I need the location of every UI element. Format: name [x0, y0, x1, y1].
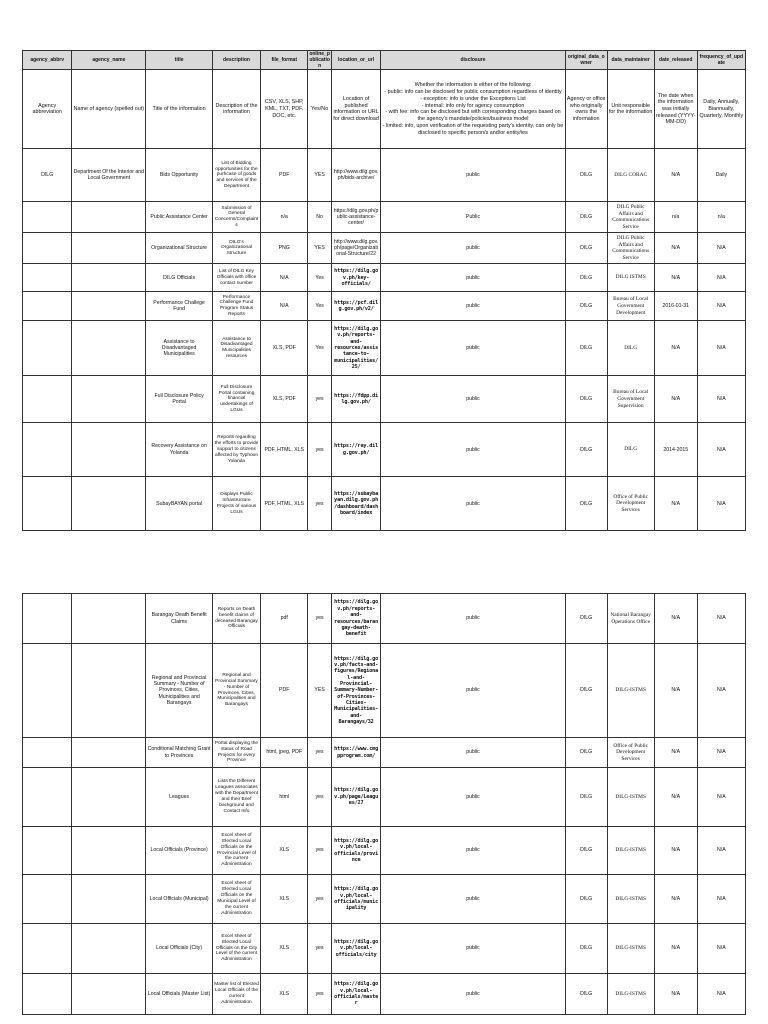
data-owner-cell: DILG [565, 376, 607, 423]
file-format-cell: html [261, 768, 308, 827]
agency-abbrv-cell [23, 321, 72, 376]
frequency-cell: N/A [697, 423, 745, 477]
agency-name-cell [72, 768, 146, 827]
disclosure-cell: public [381, 738, 566, 768]
frequency-cell: N/A [697, 292, 745, 321]
title-cell: DILG Officials [146, 264, 213, 292]
foi-inventory-table-top [22, 50, 746, 531]
data-owner-cell: DILG [565, 644, 607, 738]
date-released-cell: N/A [654, 644, 697, 738]
desc-file-format: CSV, XLS, SHP, KML, TXT, PDF, DOC, etc. [261, 70, 308, 149]
data-owner-cell: DILG [565, 768, 607, 827]
description-cell: DILG's Organizational Structure [212, 233, 260, 264]
data-maintainer-cell: DILG-ISTMS [607, 974, 654, 1015]
online-publication-cell: No [308, 202, 332, 233]
data-owner-cell: DILG [565, 149, 607, 202]
online-publication-cell: yes [308, 594, 332, 644]
frequency-cell: N/A [697, 768, 745, 827]
table-row [23, 924, 746, 974]
file-format-cell: N/A [261, 292, 308, 321]
date-released-cell: N/A [654, 738, 697, 768]
description-cell: Portal displaying the status of Road Projects for every Province [212, 738, 260, 768]
data-maintainer-cell: DILG-ISTMS [607, 924, 654, 974]
data-maintainer-cell: DILG [607, 321, 654, 376]
url-cell[interactable]: https://dilg.gov.ph/reports-and-resources/barangay-death-benefit [331, 594, 380, 644]
agency-name-cell [72, 594, 146, 644]
url-cell[interactable]: https://subaybayan.dilg.gov.ph/dashboard/dashboard/index [331, 477, 380, 531]
description-cell: Excel sheet of Elected Local Officials on the Municipal Level of the current Administration [212, 875, 260, 924]
description-cell: List of Bidding opportunities for the purhcase of goods and services of the Department [212, 149, 260, 202]
desc-location-or-url: Location of published information or URL for direct download [331, 70, 380, 149]
title-cell: Organizational Structure [146, 233, 213, 264]
file-format-cell: PDF [261, 644, 308, 738]
url-cell[interactable]: https://dilg.gov.ph/key-officials/ [331, 264, 380, 292]
header-row [23, 51, 746, 70]
column-header-disclosure: disclosure [381, 51, 566, 70]
data-maintainer-cell: Office of Public Development Services [607, 477, 654, 531]
file-format-cell: XLS [261, 875, 308, 924]
frequency-cell: N/A [697, 644, 745, 738]
data-maintainer-cell: DILG Public Affairs and Communications Service [607, 233, 654, 264]
table-row [23, 875, 746, 924]
table-row [23, 264, 746, 292]
agency-name-cell [72, 376, 146, 423]
date-released-cell: N/A [654, 149, 697, 202]
column-header-frequency-of-update: frequency_of_update [697, 51, 745, 70]
disclosure-cell: public [381, 477, 566, 531]
agency-abbrv-cell [23, 875, 72, 924]
table-row [23, 477, 746, 531]
url-cell[interactable]: https://dilg.gov.ph/local-officials/master [331, 974, 380, 1015]
data-owner-cell: DILG [565, 974, 607, 1015]
online-publication-cell: yes [308, 738, 332, 768]
column-header-data-maintainer: data_maintainer [607, 51, 654, 70]
date-released-cell: N/A [654, 376, 697, 423]
frequency-cell: N/A [697, 738, 745, 768]
agency-abbrv-cell [23, 292, 72, 321]
description-cell: Lists the Different Leagues associates with the Department and their Brief background and Contact Info [212, 768, 260, 827]
disclosure-line: - public: info can be disclosed for public consumption regardless of identity [384, 89, 562, 96]
url-cell[interactable]: https://ray.dilg.gov.ph/ [331, 423, 380, 477]
agency-name-cell [72, 738, 146, 768]
title-cell: Leagues [146, 768, 213, 827]
title-cell: Assistance to Disadvantaged Municipalities [146, 321, 213, 376]
online-publication-cell: yes [308, 875, 332, 924]
file-format-cell: n/a [261, 202, 308, 233]
title-cell: Public Assistance Center [146, 202, 213, 233]
disclosure-cell: public [381, 149, 566, 202]
agency-abbrv-cell [23, 233, 72, 264]
url-cell[interactable]: http://www.dilg.gov.ph/bids-archive/ [331, 149, 380, 202]
date-released-cell: N/A [654, 827, 697, 875]
file-format-cell: PNG [261, 233, 308, 264]
disclosure-cell: public [381, 233, 566, 264]
url-cell[interactable]: https://dilg.gov.ph/local-officials/municipality [331, 875, 380, 924]
table-row [23, 292, 746, 321]
frequency-cell: N/A [697, 264, 745, 292]
url-cell[interactable]: http://www.dilg.gov.ph/page/Organizational-Structure/22 [331, 233, 380, 264]
data-owner-cell: DILG [565, 423, 607, 477]
agency-abbrv-cell [23, 477, 72, 531]
frequency-cell: N/A [697, 974, 745, 1015]
disclosure-cell: public [381, 264, 566, 292]
online-publication-cell: yes [308, 477, 332, 531]
agency-name-cell [72, 321, 146, 376]
title-cell: SubayBAYAN portal [146, 477, 213, 531]
online-publication-cell: yes [308, 924, 332, 974]
data-owner-cell: DILG [565, 233, 607, 264]
disclosure-cell: public [381, 827, 566, 875]
description-cell: Excel sheet of Elected Local Officials on the Provincial Level of the current Administration [212, 827, 260, 875]
data-owner-cell: DILG [565, 827, 607, 875]
disclosure-cell: Public [381, 202, 566, 233]
data-owner-cell: DILG [565, 738, 607, 768]
online-publication-cell: YES [308, 149, 332, 202]
title-cell: Local Officials (City) [146, 924, 213, 974]
online-publication-cell: yes [308, 768, 332, 827]
frequency-cell: N/A [697, 924, 745, 974]
date-released-cell: N/A [654, 974, 697, 1015]
date-released-cell: N/A [654, 875, 697, 924]
data-maintainer-cell: National Barangay Operations Office [607, 594, 654, 644]
disclosure-line: Whether the information is either of the following: [414, 82, 532, 89]
disclosure-cell: public [381, 376, 566, 423]
agency-name-cell [72, 292, 146, 321]
url-cell[interactable]: https://pcf.dilg.gov.ph/v2/ [331, 292, 380, 321]
frequency-cell: N/A [697, 594, 745, 644]
description-cell: Full Disclosure Portal containing financial undertakings of LGUs [212, 376, 260, 423]
data-maintainer-cell: DILG-ISTMS [607, 768, 654, 827]
date-released-cell: N/A [654, 477, 697, 531]
description-cell: Reports regarding the efforts to provide support to citizens affected by Typhoon Yolanda [212, 423, 260, 477]
disclosure-cell: public [381, 924, 566, 974]
table-row [23, 376, 746, 423]
data-maintainer-cell: DILG CORAC [607, 149, 654, 202]
column-header-agency-name: agency_name [72, 51, 146, 70]
data-maintainer-cell: DILG-ISTMS [607, 827, 654, 875]
online-publication-cell: yes [308, 423, 332, 477]
title-cell: Local Officials (Master List) [146, 974, 213, 1015]
file-format-cell: XLS [261, 974, 308, 1015]
file-format-cell: XLS [261, 827, 308, 875]
disclosure-cell: public [381, 974, 566, 1015]
title-cell: Performance Challege Fund [146, 292, 213, 321]
agency-abbrv-cell [23, 738, 72, 768]
url-cell[interactable]: https://fdpp.dilg.gov.ph/ [331, 376, 380, 423]
agency-abbrv-cell [23, 924, 72, 974]
data-maintainer-cell: DILG-ISTMS [607, 875, 654, 924]
data-owner-cell: DILG [565, 875, 607, 924]
agency-abbrv-cell [23, 423, 72, 477]
date-released-cell: N/A [654, 924, 697, 974]
table-row [23, 321, 746, 376]
online-publication-cell: YES [308, 233, 332, 264]
disclosure-cell: public [381, 875, 566, 924]
data-owner-cell: DILG [565, 924, 607, 974]
file-format-cell: PDF [261, 149, 308, 202]
data-maintainer-cell: Bureau of Local Government Supervision [607, 376, 654, 423]
data-owner-cell: DILG [565, 292, 607, 321]
title-cell: Recovery Assistance on Yolanda [146, 423, 213, 477]
frequency-cell: N/A [697, 827, 745, 875]
date-released-cell: N/A [654, 233, 697, 264]
data-owner-cell: DILG [565, 594, 607, 644]
frequency-cell: N/A [697, 875, 745, 924]
data-maintainer-cell: Bureau of Local Government Development [607, 292, 654, 321]
file-format-cell: PDF, HTML, XLS [261, 477, 308, 531]
data-maintainer-cell: DILG ISTMS [607, 264, 654, 292]
frequency-cell: N/A [697, 376, 745, 423]
agency-name-cell [72, 875, 146, 924]
column-header-online-publication: online_publication [309, 51, 330, 70]
table-row [23, 768, 746, 827]
description-cell: Assistance to Disadvantaged Municipalities resources [212, 321, 260, 376]
table-row [23, 594, 746, 644]
frequency-cell: N/A [697, 477, 745, 531]
data-owner-cell: DILG [565, 321, 607, 376]
url-cell[interactable]: https://dilg.gov.ph/facts-and-figures/Regional-and-Provincial-Summary-Number-of-Provinces-Cities-Municipalities-and-Barangays/32 [331, 644, 380, 738]
agency-name-cell [72, 827, 146, 875]
file-format-cell: XLS [261, 924, 308, 974]
disclosure-cell: public [381, 321, 566, 376]
title-cell: Local Officials (Province) [146, 827, 213, 875]
table-row [23, 423, 746, 477]
description-row [23, 70, 746, 149]
date-released-cell: N/A [654, 321, 697, 376]
online-publication-cell: Yes [308, 264, 332, 292]
disclosure-line: - exception: info is under the Exceptions List [420, 95, 526, 102]
column-header-location-or-url: location_or_url [331, 51, 380, 70]
url-cell[interactable]: https://dilg.gov.ph/local-officials/province [331, 827, 380, 875]
desc-date-released: The date when the information was initially released (YYYY-MM-DD) [654, 70, 697, 149]
column-header-file-format: file_format [261, 51, 308, 70]
online-publication-cell: Yes [308, 321, 332, 376]
disclosure-cell: public [381, 644, 566, 738]
online-publication-cell: yes [308, 974, 332, 1015]
description-cell: Reports on Death benefit claims of deceased Barangay Officials [212, 594, 260, 644]
url-cell[interactable]: https://dilg.gov.ph/page/Leagues/27 [331, 768, 380, 827]
frequency-cell: n/a [697, 202, 745, 233]
desc-frequency-of-update: Daily, Annually, Biannually, Quarterly, Monthly [697, 70, 745, 149]
description-cell: List of DILG Key Officials with office contact number [212, 264, 260, 292]
disclosure-line: - with fee: info can be disclosed but with corresponding charges based on the agency's mandate/policies/business model [385, 109, 561, 123]
desc-online-publication: Yes/No [308, 70, 332, 149]
description-cell: Submission of General Concerns/Complaints [212, 202, 260, 233]
foi-inventory-table-bottom [22, 593, 746, 1015]
title-cell: Full Disclosure Policy Portal [146, 376, 213, 423]
frequency-cell: N/A [697, 321, 745, 376]
desc-description: Description of the information [212, 70, 260, 149]
data-maintainer-cell: DILG [607, 423, 654, 477]
description-cell: Excel sheet of Elected Local Officials on the City Level of the current Administration [212, 924, 260, 974]
online-publication-cell: Yes [308, 292, 332, 321]
desc-agency-name: Name of agency (spelled out) [72, 70, 146, 149]
table-row [23, 149, 746, 202]
title-cell: Local Officials (Municipal) [146, 875, 213, 924]
column-header-description: description [212, 51, 260, 70]
date-released-cell: 2016-01-31 [654, 292, 697, 321]
frequency-cell: N/A [697, 233, 745, 264]
column-header-original-data-owner: original_data_owner [565, 51, 607, 70]
description-cell: Master list of Elected Local Officials of the current Administration [212, 974, 260, 1015]
desc-disclosure [381, 70, 566, 149]
disclosure-cell: public [381, 768, 566, 827]
agency-abbrv-cell [23, 768, 72, 827]
desc-title: Title of the information [146, 70, 213, 149]
table-row [23, 827, 746, 875]
file-format-cell: N/A [261, 264, 308, 292]
table-row [23, 644, 746, 738]
url-cell[interactable]: https://dilg.gov.ph/reports-and-resources/assistance-to-municipalities/25/ [331, 321, 380, 376]
agency-name-cell [72, 477, 146, 531]
column-header-title: title [146, 51, 213, 70]
file-format-cell: pdf [261, 594, 308, 644]
agency-name-cell [72, 233, 146, 264]
url-cell[interactable]: https://www.cmgpprogram.com/ [331, 738, 380, 768]
title-cell: Conditional Matching Grant to Provinces [146, 738, 213, 768]
desc-original-data-owner: Agency or office who originally owns the information [565, 70, 607, 149]
date-released-cell: N/A [654, 264, 697, 292]
disclosure-cell: public [381, 594, 566, 644]
table-row [23, 202, 746, 233]
description-cell: Displays Public Infrastructure Projects of various LGUs [212, 477, 260, 531]
date-released-cell: 2014-2015 [654, 423, 697, 477]
desc-data-maintainer: Unit responsible for the information [607, 70, 654, 149]
agency-name-cell [72, 974, 146, 1015]
file-format-cell: PDF, HTML, XLS [261, 423, 308, 477]
description-cell: Performance Challenge Fund Program Status Reports [212, 292, 260, 321]
data-maintainer-cell: DILG-ISTMS [607, 644, 654, 738]
agency-name-cell: Department Of the Interior and Local Government [72, 149, 146, 202]
column-header-date-released: date_released [654, 51, 697, 70]
data-maintainer-cell: Office of Public Development Services [607, 738, 654, 768]
agency-abbrv-cell [23, 376, 72, 423]
agency-abbrv-cell [23, 202, 72, 233]
desc-agency-abbrv: Agency abbreviation [23, 70, 72, 149]
date-released-cell: n/a [654, 202, 697, 233]
agency-abbrv-cell [23, 827, 72, 875]
online-publication-cell: yes [308, 376, 332, 423]
data-owner-cell: DILG [565, 264, 607, 292]
data-maintainer-cell: DILG Public Affairs and Communications Service [607, 202, 654, 233]
file-format-cell: html, jpeg, PDF [261, 738, 308, 768]
frequency-cell: Daily [697, 149, 745, 202]
column-header-agency-abbrv: agency_abbrv [23, 51, 72, 70]
url-cell[interactable]: https://dilg.gov.ph/public-assistance-center/ [331, 202, 380, 233]
disclosure-cell: public [381, 423, 566, 477]
agency-name-cell [72, 644, 146, 738]
disclosure-line: - limited: info, upon verification of the requesting party's identity, can only be disclosed to specific person/s and/or entity/ies [382, 122, 564, 136]
title-cell: Barangay Death Benefit Claims [146, 594, 213, 644]
agency-name-cell [72, 423, 146, 477]
description-cell: Regional and Provincial Summary - Number of Provinces, Cities, Municipalities and Barangays [212, 644, 260, 738]
online-publication-cell: yes [308, 827, 332, 875]
table-row [23, 738, 746, 768]
date-released-cell: N/A [654, 768, 697, 827]
title-cell: Bids Opportunity [146, 149, 213, 202]
agency-abbrv-cell [23, 594, 72, 644]
data-owner-cell: DILG [565, 477, 607, 531]
table-row [23, 974, 746, 1015]
agency-name-cell [72, 202, 146, 233]
title-cell: Regional and Provincial Summary - Number of Provinces, Cities, Municipalities and Barangays [146, 644, 213, 738]
file-format-cell: XLS, PDF [261, 321, 308, 376]
data-owner-cell: DILG [565, 202, 607, 233]
agency-abbrv-cell [23, 264, 72, 292]
url-cell[interactable]: https://dilg.gov.ph/local-officials/city [331, 924, 380, 974]
agency-name-cell [72, 924, 146, 974]
online-publication-cell: YES [308, 644, 332, 738]
date-released-cell: N/A [654, 594, 697, 644]
agency-name-cell [72, 264, 146, 292]
disclosure-cell: public [381, 292, 566, 321]
file-format-cell: XLS, PDF [261, 376, 308, 423]
agency-abbrv-cell [23, 974, 72, 1015]
table-row [23, 233, 746, 264]
agency-abbrv-cell: DILG [23, 149, 72, 202]
disclosure-line: - internal: info only for agency consumption [421, 102, 525, 109]
agency-abbrv-cell [23, 644, 72, 738]
